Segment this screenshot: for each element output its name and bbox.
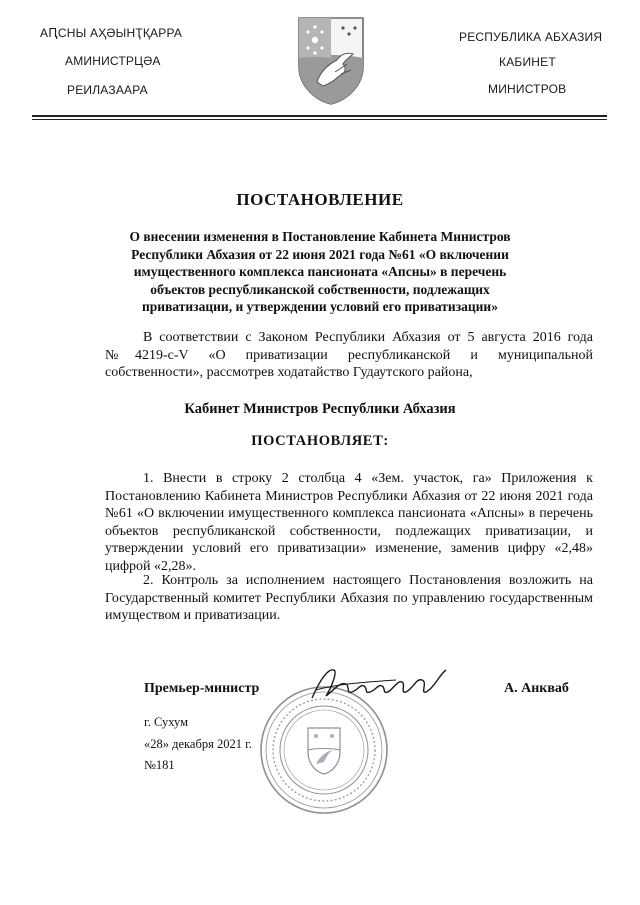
header-right-line-3: МИНИСТРОВ bbox=[488, 82, 567, 96]
header-right-line-2: КАБИНЕТ bbox=[499, 55, 556, 69]
subject-line: приватизации, и утверждении условий его приватизации» bbox=[142, 299, 498, 314]
header-left-block bbox=[40, 26, 210, 106]
decrees-heading: ПОСТАНОВЛЯЕТ: bbox=[251, 433, 389, 449]
document-number: №181 bbox=[144, 758, 175, 772]
item-1-paragraph: 1. Внести в строку 2 столбца 4 «Зем. участок, га» Приложения к Постановлению Кабинета Министров Республики Абхазия от 22 июня 2021 года №61 «О включении имущественного комплекса пансионата «Апсны» в перечень объектов республиканской собственности, подлежащих приватизации, и утверждении условий его приватизации» изменение, заменив цифру «2,48» цифрой «2,28». bbox=[105, 471, 593, 574]
document-subject bbox=[120, 228, 520, 316]
subject-line: имущественного комплекса пансионата «Апсны» в перечень bbox=[133, 264, 507, 279]
header-left-line-2: АМИНИСТРЦӘА bbox=[65, 54, 161, 68]
subject-line: Республики Абхазия от 22 июня 2021 года №61 «О включении bbox=[131, 246, 509, 262]
header-right-block bbox=[445, 30, 615, 110]
issue-city: г. Сухум bbox=[144, 715, 189, 729]
issue-date: «28» декабря 2021 г. bbox=[144, 737, 252, 751]
subject-line: объектов республиканской собственности, подлежащих bbox=[150, 281, 490, 297]
issuer-line: Кабинет Министров Республики Абхазия bbox=[184, 401, 456, 417]
header-left-line-3: РЕИЛАЗААРА bbox=[67, 83, 148, 97]
document-title: ПОСТАНОВЛЕНИЕ bbox=[236, 190, 404, 209]
header-right-line-1: РЕСПУБЛИКА АБХАЗИЯ bbox=[459, 30, 603, 44]
header-rule-thin bbox=[32, 119, 607, 120]
header-rule-thick bbox=[32, 115, 607, 117]
preamble-paragraph: В соответствии с Законом Республики Абхазия от 5 августа 2016 года №4219-с-V «О приватизации республиканской и муниципальной собственности», рассмотрев ходатайство Гудаутского района, bbox=[105, 330, 593, 380]
signatory-name: А. Анкваб bbox=[504, 681, 569, 696]
handwritten-signature-icon bbox=[306, 660, 456, 706]
item-2-paragraph: 2. Контроль за исполнением настоящего Постановления возложить на Государственный комитет Республики Абхазия по управлению государственным имуществом и приватизации. bbox=[105, 573, 593, 623]
header-left-line-1: АԤСНЫ АҲӘЫНҬҚАРРА bbox=[40, 26, 183, 40]
subject-line: О внесении изменения в Постановление Кабинета Министров bbox=[129, 229, 511, 244]
signatory-position: Премьер-министр bbox=[144, 681, 260, 696]
abkhazia-emblem-icon bbox=[295, 14, 367, 106]
